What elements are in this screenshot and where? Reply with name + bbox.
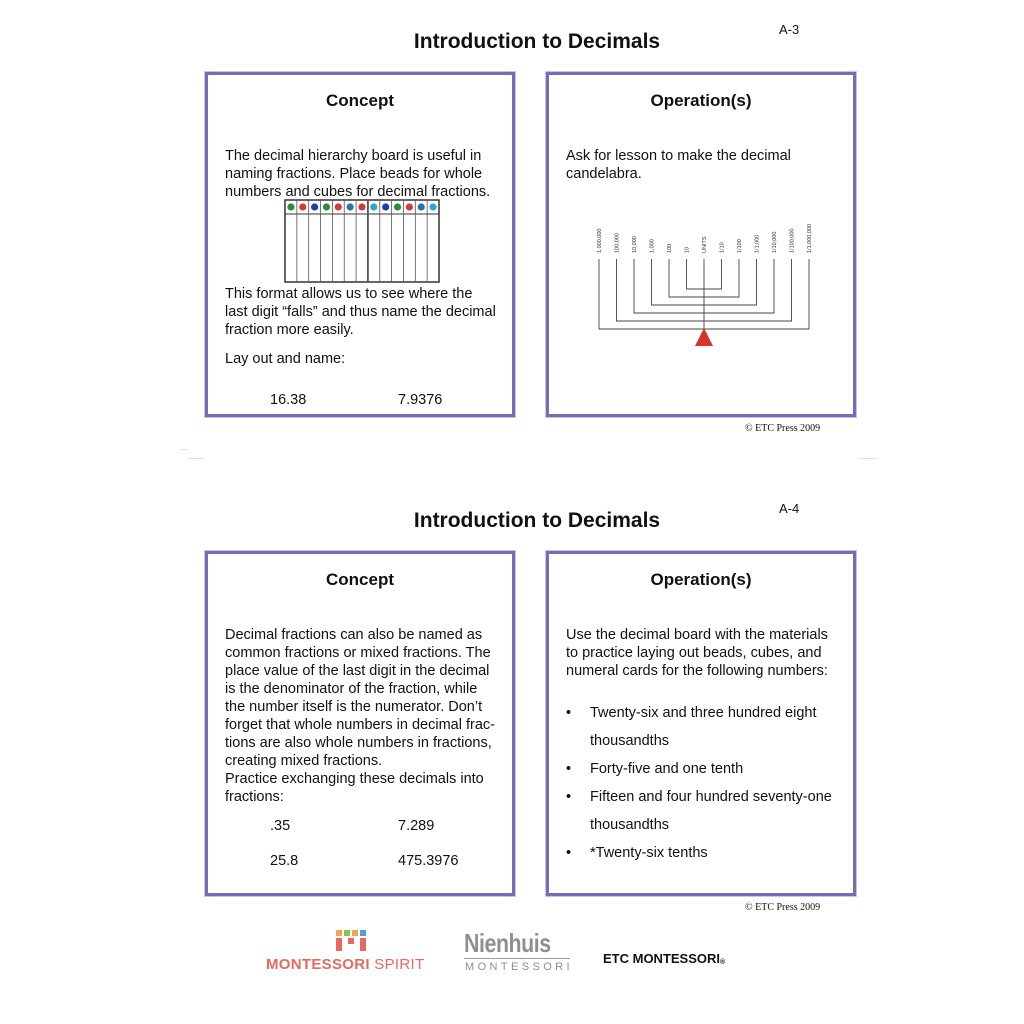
operation-heading: Operation(s) [650, 570, 752, 589]
montessori-spirit-wordmark: MONTESSORI SPIRIT [266, 956, 425, 973]
concept-number: 7.289 [398, 818, 435, 834]
candle-place-value-label: 1/1,000,000 [807, 223, 813, 253]
concept-text-format: This format allows us to see where the last digit “falls” and thus name the decimal fraction more easily. [225, 286, 496, 338]
bead-marker [335, 203, 342, 210]
decimal-candelabra-illustration [589, 215, 819, 360]
operation-heading: Operation(s) [650, 91, 752, 110]
candle-place-value-label: 10,000 [632, 236, 638, 253]
bead-marker [311, 203, 318, 210]
concept-number: 16.38 [270, 392, 307, 408]
candelabra-flame-icon [695, 328, 713, 346]
operation-text: Use the decimal board with the materials to practice laying out beads, cubes, and numeral cards for the following numbers: [566, 627, 828, 679]
montessori-spirit-logo [266, 930, 438, 976]
concept-number: 7.9376 [398, 392, 443, 408]
page-title-a4: Introduction to Decimals [413, 509, 661, 532]
candle-place-value-label: 1/10,000 [772, 231, 778, 253]
operation-text: Ask for lesson to make the decimal candelabra. [566, 148, 791, 182]
concept-card-a3 [205, 72, 515, 417]
nienhuis-subtitle: MONTESSORI [465, 961, 573, 973]
candle-place-value-label: 1/100 [737, 239, 743, 253]
list-item: • Fifteen and four hundred seventy-one thousandths [566, 783, 846, 839]
nienhuis-logo [464, 928, 574, 976]
candle-place-value-label: 100,000 [614, 233, 621, 253]
copyright-a4: © ETC Press 2009 [745, 902, 821, 913]
bead-marker [323, 203, 330, 210]
candle-place-value-label: 1,000,000 [597, 228, 603, 253]
concept-lay-out-label: Lay out and name: [225, 351, 346, 367]
card-code-a4: A-4 [779, 501, 800, 516]
bead-marker [382, 203, 389, 210]
bead-marker [287, 203, 294, 210]
nienhuis-divider [464, 958, 570, 959]
concept-text-intro: The decimal hierarchy board is useful in naming fractions. Place beads for whole numbers and cubes for decimal fractions. [225, 148, 491, 200]
cut-mark [858, 458, 878, 459]
copyright-a3: © ETC Press 2009 [745, 423, 821, 434]
bead-marker [299, 203, 306, 210]
candle-place-value-label: 1,000 [649, 239, 656, 253]
operation-card-a3 [546, 72, 856, 417]
list-item: • Forty-five and one tenth [566, 755, 846, 783]
bead-marker [347, 203, 354, 210]
candle-place-value-label: 1/100,000 [789, 228, 796, 253]
montessori-spirit-mark-icon [336, 930, 366, 952]
card-code-a3: A-3 [779, 22, 800, 37]
list-item: • *Twenty-six tenths [566, 839, 846, 867]
operation-card-a4 [546, 551, 856, 896]
bead-marker [406, 203, 413, 210]
concept-number: .35 [270, 818, 291, 834]
cut-mark [188, 458, 204, 459]
concept-heading: Concept [326, 91, 394, 110]
list-item: • Twenty-six and three hundred eight thousandths [566, 699, 846, 755]
bead-marker [358, 203, 365, 210]
bead-marker [370, 203, 377, 210]
concept-card-a4 [205, 551, 515, 896]
concept-number: 25.8 [270, 853, 299, 869]
nienhuis-wordmark: Nienhuis [464, 928, 551, 958]
concept-text: Decimal fractions can also be named as common fractions or mixed fractions. The place value of the last digit in the decimal is the denominator of the fraction, while the number itself is the numerator. Don’t forget that whole numbers in decimal frac- tions are also whole numbers in fractions, creating mixed fractions. Practice exchanging these decimals into fractions: [225, 627, 495, 805]
page-title-a3: Introduction to Decimals [413, 30, 661, 53]
bead-marker [429, 203, 436, 210]
candle-place-value-label: 1/1,000 [754, 234, 761, 253]
candle-place-value-label: UNITS [702, 236, 708, 253]
hierarchy-board-illustration [284, 199, 440, 283]
practice-number-list [566, 699, 846, 867]
candle-place-value-label: 100 [667, 243, 673, 253]
cut-mark [180, 449, 188, 450]
concept-heading: Concept [326, 570, 394, 589]
candle-place-value-label: 1/10 [719, 242, 726, 253]
bead-marker [394, 203, 401, 210]
etc-montessori-logo: ETC MONTESSORI® [603, 951, 726, 966]
bead-marker [418, 203, 425, 210]
concept-number: 475.3976 [398, 853, 459, 869]
candle-place-value-label: 10 [684, 246, 691, 253]
